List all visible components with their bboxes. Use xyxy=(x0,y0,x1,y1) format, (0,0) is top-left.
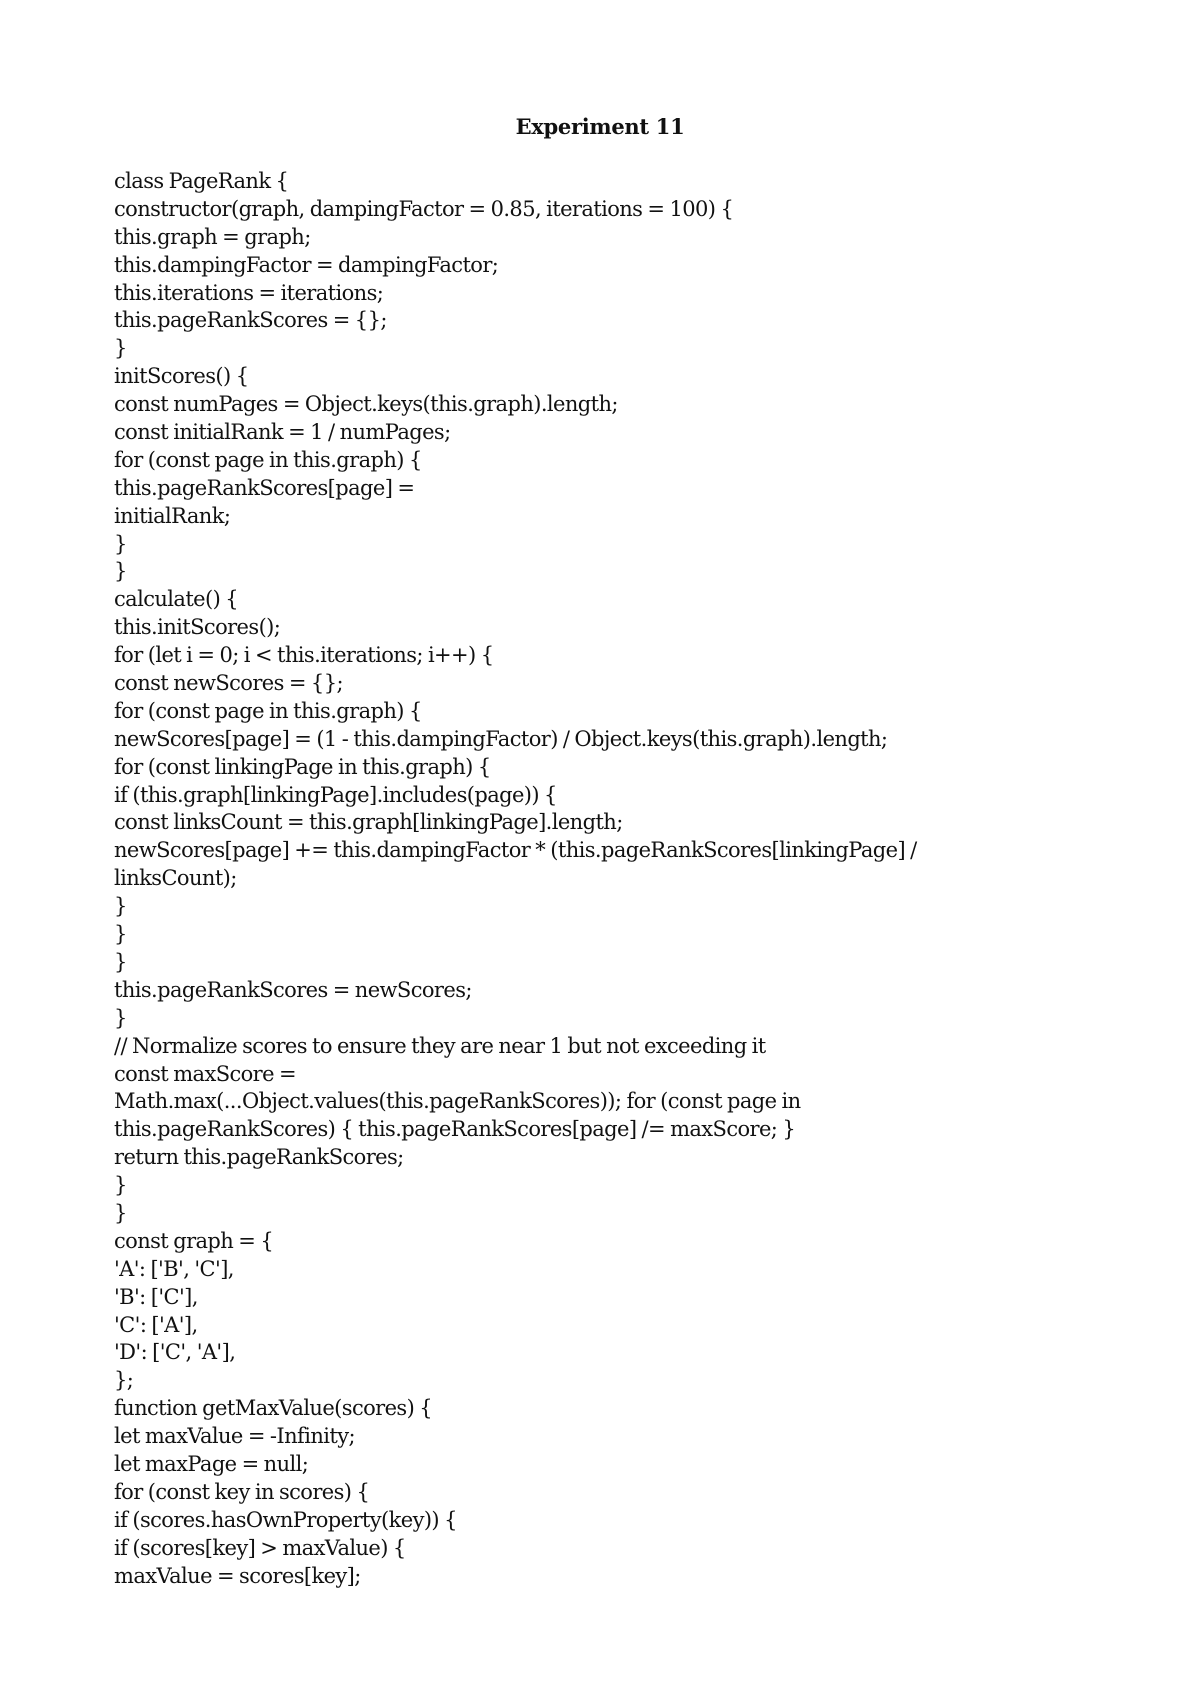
code-line: this.pageRankScores[page] = xyxy=(114,475,415,500)
code-line: for (let i = 0; i < this.iterations; i++) { xyxy=(114,643,494,668)
code-listing xyxy=(114,168,1114,1590)
code-line: } xyxy=(114,949,127,974)
code-line: class PageRank { xyxy=(114,169,289,193)
code-line: const newScores = {}; xyxy=(114,671,343,696)
code-line: if (scores[key] > maxValue) { xyxy=(114,1535,406,1560)
code-line: const maxScore = xyxy=(114,1061,297,1086)
code-line: this.iterations = iterations; xyxy=(114,280,384,305)
code-line: const linksCount = this.graph[linkingPage].length; xyxy=(114,810,623,835)
code-line: initScores() { xyxy=(114,364,249,389)
code-line: maxValue = scores[key]; xyxy=(114,1563,361,1588)
code-line: initialRank; xyxy=(114,503,231,528)
code-line: for (const key in scores) { xyxy=(114,1479,370,1504)
code-line: calculate() { xyxy=(114,587,239,612)
page-title: Experiment 11 xyxy=(515,114,685,139)
code-line: 'A': ['B', 'C'], xyxy=(114,1256,234,1281)
code-line: constructor(graph, dampingFactor = 0.85, iterations = 100) { xyxy=(114,196,734,221)
code-line: this.pageRankScores = {}; xyxy=(114,308,387,333)
code-line: } xyxy=(114,894,127,919)
code-line: for (const linkingPage in this.graph) { xyxy=(114,754,491,779)
code-line: this.initScores(); xyxy=(114,615,281,640)
code-line: this.graph = graph; xyxy=(114,224,311,249)
code-line: function getMaxValue(scores) { xyxy=(114,1396,433,1421)
code-line: 'B': ['C'], xyxy=(114,1284,198,1309)
code-line: return this.pageRankScores; xyxy=(114,1145,404,1170)
code-line: } xyxy=(114,1200,127,1225)
code-line: const numPages = Object.keys(this.graph).length; xyxy=(114,392,618,417)
code-line: } xyxy=(114,559,127,584)
code-line: }; xyxy=(114,1368,134,1393)
code-line: 'D': ['C', 'A'], xyxy=(114,1340,236,1365)
code-line: if (scores.hasOwnProperty(key)) { xyxy=(114,1507,457,1532)
code-line: } xyxy=(114,336,127,361)
code-line: this.pageRankScores) { this.pageRankScores[page] /= maxScore; } xyxy=(114,1117,796,1142)
code-line: this.pageRankScores = newScores; xyxy=(114,977,472,1002)
code-line: newScores[page] += this.dampingFactor * (this.pageRankScores[linkingPage] / xyxy=(114,838,917,863)
code-line: let maxPage = null; xyxy=(114,1451,309,1476)
code-line: // Normalize scores to ensure they are near 1 but not exceeding it xyxy=(114,1033,766,1058)
code-line: for (const page in this.graph) { xyxy=(114,698,422,723)
code-line: } xyxy=(114,531,127,556)
code-line: } xyxy=(114,1005,127,1030)
code-line: const initialRank = 1 / numPages; xyxy=(114,420,451,445)
code-line: } xyxy=(114,922,127,947)
code-line: let maxValue = -Infinity; xyxy=(114,1424,355,1449)
code-line: if (this.graph[linkingPage].includes(page)) { xyxy=(114,782,557,807)
code-line: this.dampingFactor = dampingFactor; xyxy=(114,252,499,277)
code-line: linksCount); xyxy=(114,866,237,891)
code-line: } xyxy=(114,1173,127,1198)
code-line: for (const page in this.graph) { xyxy=(114,447,422,472)
code-line: newScores[page] = (1 - this.dampingFactor) / Object.keys(this.graph).length; xyxy=(114,726,888,751)
code-line: Math.max(...Object.values(this.pageRankScores)); for (const page in xyxy=(114,1089,801,1114)
code-line: 'C': ['A'], xyxy=(114,1312,198,1337)
code-line: const graph = { xyxy=(114,1228,274,1253)
